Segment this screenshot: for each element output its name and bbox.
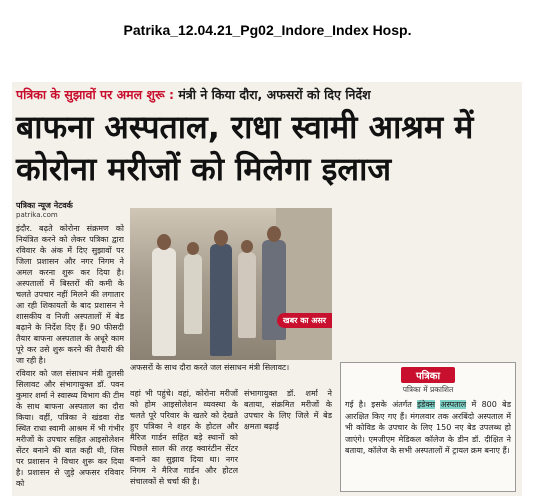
byline-email: patrika.com (16, 211, 58, 219)
kicker-red: पत्रिका के सुझावों पर अमल शुरू : (16, 87, 175, 102)
photo-person (184, 254, 202, 334)
paragraph: वहां भी पहुंचे। वहां, कोरोना मरीजों को होम आइसोलेशन व्यवस्था के चलते पूरे परिवार के खतरे को देखते हुए पत्रिका ने शहर के होटल और मैरिज गार्डन सहित बड़े स्थानों को पिछले साल की तरह क्वारंटीन सेंटर बनाने का सुझाव दिया था। नगर निगम ने मैरिज गार्डन और होटल संचालकों से चर्चा की है। (130, 389, 238, 486)
photo-head (187, 242, 199, 255)
photo-head (241, 240, 253, 253)
photo-person (152, 248, 176, 356)
inset-text: में 800 बेड आरक्षित किए गए हैं। मंगलवार तक अरबिंदो अस्पताल में भी कोविड के उपचार के लिए 150 नए बेड उपलब्ध हो जाएंगे। एमजीएम मेडिकल कॉलेज के डीन डॉ. दीक्षित ने बताया, कॉलेज के सभी अस्पतालों में ट्रायल क्रम बनाए हैं। (345, 400, 512, 455)
inset-subtitle: पत्रिका में प्रकाशित (402, 385, 454, 394)
byline: पत्रिका न्यूज नेटवर्क (16, 201, 73, 210)
inset-body (345, 399, 511, 457)
impact-badge: खबर का असर (277, 313, 332, 328)
article-column-left (16, 223, 124, 493)
photo-caption: अफसरों के साथ दौरा करते जल संसाधन मंत्री सिलावट। (130, 363, 290, 372)
paragraph: संभागायुक्त डॉ. शर्मा ने बताया, संक्रमित मरीजों के उपचार के लिए जिले में बेड क्षमता बढ़ाई (244, 389, 332, 431)
page-label: Patrika_12.04.21_Pg02_Indore_Index Hosp. (123, 22, 412, 38)
photo-head (157, 234, 171, 250)
photo-head (267, 226, 281, 242)
article-column-middle (130, 388, 238, 493)
inset-box (340, 362, 516, 492)
highlighted-text: इंडेक्स (417, 400, 436, 409)
paragraph: इंदौर. बढ़ते कोरोना संक्रमण को नियंत्रित करने को लेकर पत्रिका द्वारा रविवार के अंक में दिए सुझावों पर जिला प्रशासन और नगर निगम ने अमल करना शुरू कर दिया है। अस्पतालों में बिस्तरों की कमी के चलते उपचार नहीं मिलने की लगातार आ रही शिकायतों के बाद प्रशासन ने शासकीय व निजी अस्पतालों में बेड बढ़ाने के निर्देश दिए हैं। 90 फीसदी तैयार बाफना अस्पताल के अधूरे काम पूरे कर उसे शुरू करने की तैयारी की जा रही है। (16, 224, 124, 365)
headline: बाफना अस्पताल, राधा स्वामी आश्रम में कोरोना मरीजों को मिलेगा इलाज (16, 108, 474, 188)
logo-text: पत्रिका (415, 371, 441, 382)
photo-person (210, 244, 232, 356)
news-photo (130, 208, 332, 360)
kicker-black: मंत्री ने किया दौरा, अफसरों को दिए निर्देश (174, 87, 371, 102)
patrika-logo (401, 367, 455, 383)
highlighted-text: अस्पताल (440, 400, 467, 409)
photo-person (238, 252, 256, 338)
paragraph: रविवार को जल संसाधन मंत्री तुलसी सिलावट और संभागायुक्त डॉ. पवन कुमार शर्मा ने स्वास्थ्य विभाग की टीम के साथ बाफना अस्पताल का दौरा किया। वहीं, पत्रिका ने खंडवा रोड स्थित राधा स्वामी आश्रम में भी गंभीर मरीजों के उपचार सहित आइसोलेशन सेंटर बनाने की बात कही थी, जिस पर प्रशासन ने विचार शुरू कर दिया है। प्रशासन से जुड़े अफसर रविवार को (16, 369, 124, 488)
kicker (16, 86, 371, 103)
photo-head (214, 230, 228, 246)
newspaper-clipping (12, 82, 522, 496)
inset-text: गई है। इसके अंतर्गत (345, 400, 418, 409)
article-column-right (244, 388, 332, 493)
